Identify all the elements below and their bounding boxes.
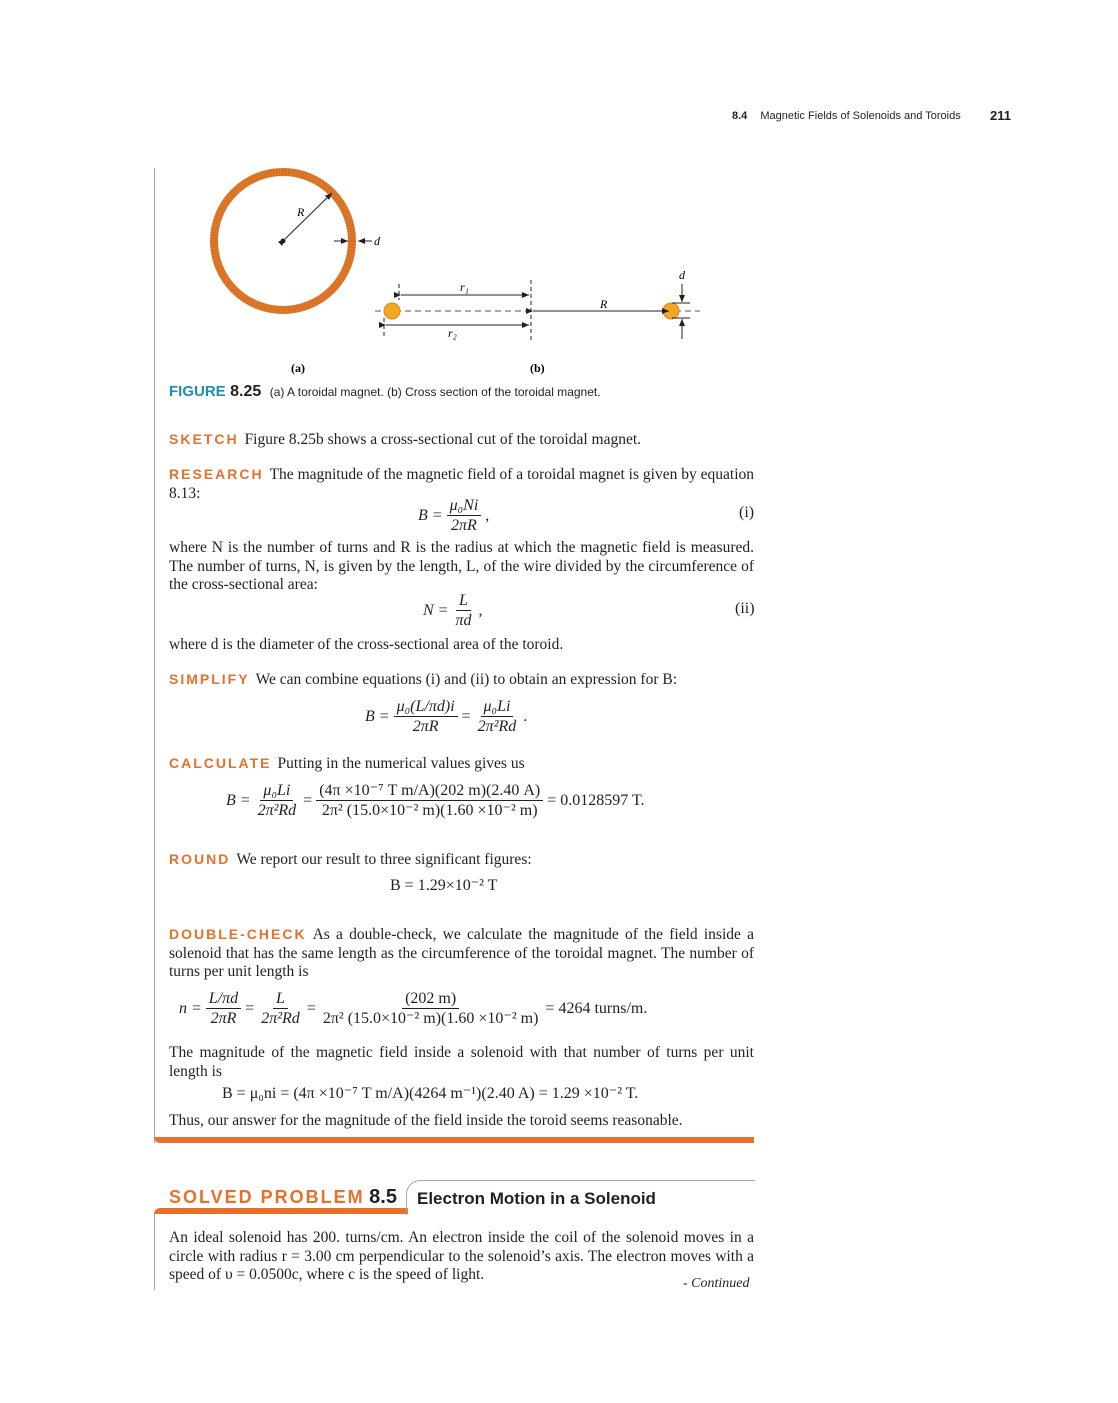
section-number: 8.4 bbox=[732, 110, 748, 122]
step-text: Putting in the numerical values gives us bbox=[277, 755, 525, 772]
fraction bbox=[255, 781, 300, 820]
eq-tail: , bbox=[485, 506, 490, 524]
figure-caption bbox=[169, 383, 601, 401]
part-b-label: (b) bbox=[530, 361, 545, 375]
eq-lhs: B = bbox=[226, 791, 251, 809]
simplify-step bbox=[169, 670, 754, 690]
figure-number: 8.25 bbox=[230, 383, 262, 400]
numerator: L bbox=[456, 591, 471, 611]
double-check-equation bbox=[179, 989, 647, 1028]
figure-label: FIGURE bbox=[169, 383, 226, 400]
eq-tail: , bbox=[478, 601, 483, 619]
research-text-2: where N is the number of turns and R is the radius at which the magnetic field is measured. The number of turns, N, is given by the length, L, of the wire divided by the circumference of the cross-sectional area: bbox=[169, 539, 754, 594]
numerator: μ₀Li bbox=[260, 781, 293, 801]
eq-lhs: N = bbox=[423, 601, 449, 619]
part-a-label: (a) bbox=[291, 361, 305, 375]
sketch-step bbox=[169, 430, 754, 450]
denominator: 2π²Rd bbox=[261, 1010, 300, 1027]
double-check-equation-2: B = μ₀ni = (4π ×10⁻⁷ T m/A)(4264 m⁻¹)(2.40 A) = 1.29 ×10⁻² T. bbox=[222, 1085, 639, 1102]
equals: = bbox=[306, 999, 316, 1017]
research-text-3: where d is the diameter of the cross-sectional area of the toroid. bbox=[169, 636, 564, 653]
numerator: (202 m) bbox=[402, 989, 459, 1009]
denominator: 2π² (15.0×10⁻² m)(1.60 ×10⁻² m) bbox=[322, 1010, 539, 1027]
equation-tag-ii: (ii) bbox=[735, 600, 755, 617]
fraction bbox=[258, 989, 303, 1028]
calculate-step bbox=[169, 754, 754, 774]
label-r2: r₂ bbox=[448, 326, 457, 340]
center-point bbox=[281, 239, 286, 244]
box-rule bbox=[154, 1214, 155, 1290]
step-label: ROUND bbox=[169, 851, 231, 867]
step-label: SKETCH bbox=[169, 431, 239, 447]
box-bottom-bar bbox=[154, 1137, 754, 1143]
step-text: The magnitude of the magnetic field of a toroidal magnet is given by equation 8.13: bbox=[169, 466, 754, 502]
solved-problem-heading bbox=[169, 1186, 397, 1209]
step-text: As a double-check, we calculate the magnitude of the field inside a solenoid that has the same length as the circumference of the toroidal magnet. The number of turns per unit length is bbox=[169, 926, 754, 981]
equation-ii bbox=[423, 591, 482, 630]
fraction bbox=[316, 781, 543, 820]
fraction bbox=[475, 697, 520, 736]
step-text: Figure 8.25b shows a cross-sectional cut of the toroidal magnet. bbox=[244, 431, 642, 448]
denominator: πd bbox=[455, 612, 472, 629]
step-label: RESEARCH bbox=[169, 466, 264, 482]
denominator: 2π²Rd bbox=[257, 802, 297, 819]
round-step bbox=[169, 850, 754, 870]
round-equation: B = 1.29×10⁻² T bbox=[390, 877, 498, 894]
page-number: 211 bbox=[990, 108, 1011, 123]
fraction bbox=[320, 989, 542, 1028]
simplify-equation bbox=[365, 697, 527, 736]
numerator: μ₀Ni bbox=[447, 496, 482, 516]
cross-section-left bbox=[384, 303, 400, 319]
step-text: We can combine equations (i) and (ii) to obtain an expression for B: bbox=[255, 671, 677, 688]
numerator: μ₀Li bbox=[481, 697, 514, 717]
denominator: 2πR bbox=[451, 517, 477, 534]
step-label: DOUBLE-CHECK bbox=[169, 926, 307, 942]
eq-result: = 4264 turns/m. bbox=[545, 999, 648, 1017]
step-text: We report our result to three significant figures: bbox=[236, 851, 532, 868]
fraction bbox=[452, 591, 474, 630]
label-d2: d bbox=[679, 268, 685, 282]
denominator: 2πR bbox=[412, 718, 439, 735]
eq-lhs: n = bbox=[179, 999, 202, 1017]
cross-section-drawing bbox=[375, 268, 700, 340]
label-R2: R bbox=[600, 297, 608, 311]
double-check-text-3: Thus, our answer for the magnitude of the field inside the toroid seems reasonable. bbox=[169, 1112, 683, 1129]
eq-result: = 0.0128597 T. bbox=[547, 791, 645, 809]
numerator: L bbox=[273, 989, 288, 1009]
denominator: 2πR bbox=[210, 1010, 237, 1027]
equals: = bbox=[245, 999, 255, 1017]
solved-problem-number: 8.5 bbox=[369, 1186, 397, 1208]
continued-note: - Continued bbox=[683, 1276, 750, 1291]
eq-tail: . bbox=[523, 707, 528, 725]
step-label: SIMPLIFY bbox=[169, 671, 250, 687]
label-r1: r₁ bbox=[460, 280, 469, 294]
calculate-equation bbox=[226, 781, 645, 820]
section-title: Magnetic Fields of Solenoids and Toroids bbox=[760, 110, 961, 122]
numerator: L/πd bbox=[206, 989, 241, 1009]
solved-problem-title: Electron Motion in a Solenoid bbox=[417, 1189, 656, 1208]
label-d: d bbox=[374, 234, 380, 248]
caption-text: (a) A toroidal magnet. (b) Cross section of the toroidal magnet. bbox=[269, 385, 601, 399]
figure-8-25 bbox=[0, 0, 1118, 400]
solved-problem-label: SOLVED PROBLEM bbox=[169, 1187, 365, 1207]
step-label: CALCULATE bbox=[169, 755, 272, 771]
numerator: (4π ×10⁻⁷ T m/A)(202 m)(2.40 A) bbox=[316, 781, 543, 801]
eq-lhs: B = bbox=[418, 506, 443, 524]
denominator: 2π²Rd bbox=[477, 718, 517, 735]
solved-problem-text: An ideal solenoid has 200. turns/cm. An electron inside the coil of the solenoid moves in a circle with radius r = 3.00 cm perpendicular to the solenoid’s axis. The electron moves with a speed of υ = 0.0500c, where c is the speed of light. bbox=[169, 1229, 754, 1284]
eq-lhs: B = bbox=[365, 707, 390, 725]
fraction bbox=[394, 697, 458, 736]
double-check-text-2: The magnitude of the magnetic field inside a solenoid with that number of turns per unit length is bbox=[169, 1044, 754, 1080]
denominator: 2π² (15.0×10⁻² m)(1.60 ×10⁻² m) bbox=[321, 802, 538, 819]
equation-i bbox=[418, 496, 489, 535]
equation-tag-i: (i) bbox=[739, 504, 755, 521]
equals: = bbox=[461, 707, 471, 725]
toroid-drawing bbox=[214, 172, 381, 310]
label-R: R bbox=[297, 205, 305, 219]
equals: = bbox=[303, 791, 313, 809]
numerator: μ₀(L/πd)i bbox=[394, 697, 458, 717]
fraction bbox=[447, 496, 482, 535]
fraction bbox=[206, 989, 241, 1028]
radius-arrow bbox=[285, 193, 332, 239]
double-check-step bbox=[169, 925, 754, 982]
